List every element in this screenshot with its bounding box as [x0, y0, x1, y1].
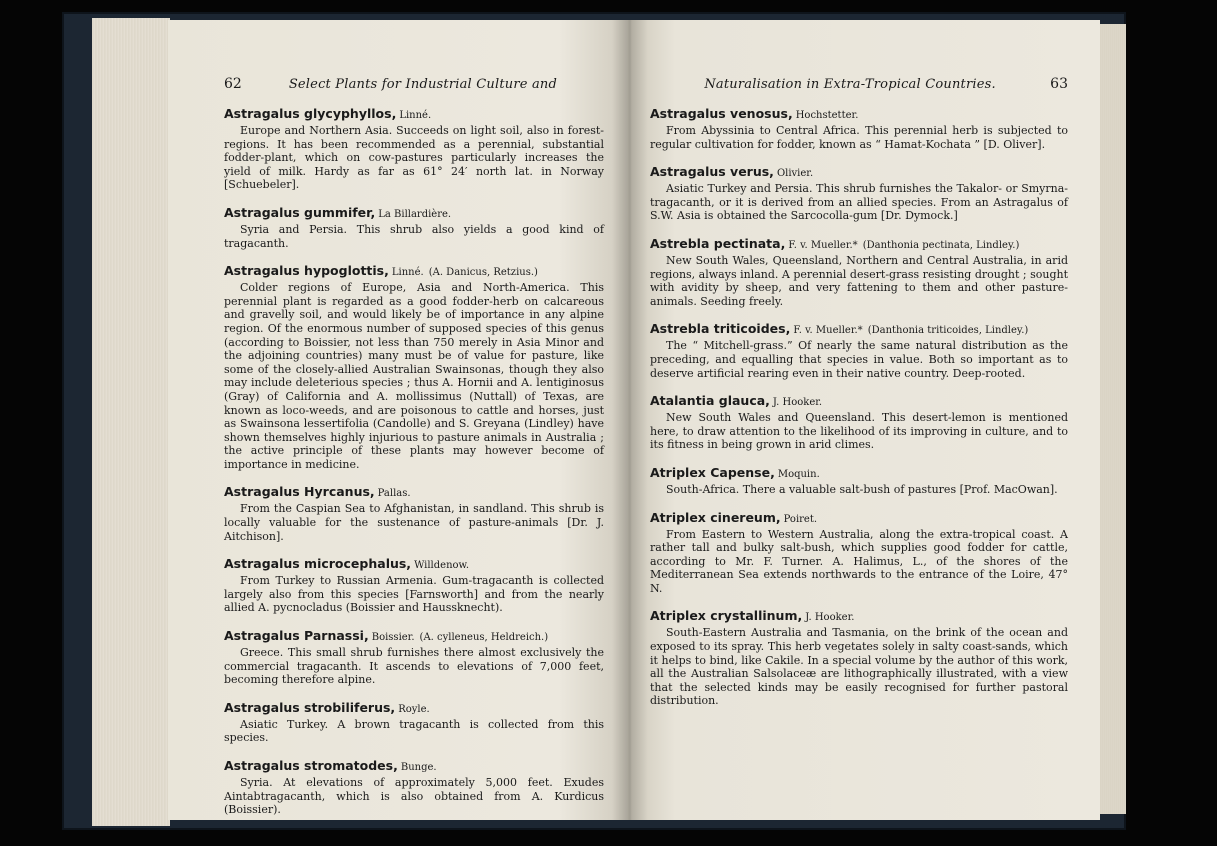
species-name: Astragalus stromatodes, [224, 758, 398, 773]
entry-description: New South Wales and Queensland. This desert-lemon is mentioned here, to draw attention to the likelihood of its improving in culture, and to its fitness in being grown in arid climes. [650, 411, 1068, 452]
plant-entry [650, 393, 1068, 452]
entry-heading [224, 628, 604, 645]
entry-description: From the Caspian Sea to Afghanistan, in sandland. This shrub is locally valuable for the sustenance of pasture-animals [Dr. J. Aitchison]. [224, 502, 604, 543]
species-name: Astragalus strobiliferus, [224, 699, 396, 715]
plant-entry [224, 700, 604, 745]
plant-entry [650, 236, 1068, 308]
species-name: Astragalus venosus, [650, 106, 793, 121]
species-author: Boissier. [371, 632, 415, 644]
species-name: Atriplex crystallinum, [650, 608, 803, 624]
species-name: Atriplex Capense, [650, 464, 775, 480]
species-name: Astragalus hypoglottis, [224, 263, 389, 279]
species-author: Bunge. [400, 762, 437, 773]
species-name: Astragalus Hyrcanus, [224, 484, 375, 500]
plant-entry [650, 510, 1068, 596]
species-author: Olivier. [776, 168, 814, 180]
entry-description: South-Eastern Australia and Tasmania, on the brink of the ocean and exposed to its spray. This herb vegetates solely in salty coast-sands, which it helps to bind, like Cakile. In a special volume by the author of this work, all the Australian Salsolaceæ are lithographically illustrated, with a view that the selected kinds may be easily recognised for further pastoral distribution. [650, 626, 1068, 708]
entry-description: Syria and Persia. This shrub also yields a good kind of tragacanth. [224, 222, 604, 250]
entry-description: Europe and Northern Asia. Succeeds on light soil, also in forest-regions. It has been recommended as a perennial, substantial fodder-plant, which on cow-pastures particularly increases the yield of milk. Hardy as far as 61° 24′ north lat. in Norway [Schuebeler]. [224, 124, 604, 192]
entry-description: Asiatic Turkey and Persia. This shrub furnishes the Takalor- or Smyrna-tragacanth, or it is derived from an allied species. From an Astragalus of S.W. Asia is obtained the Sarcocolla-gum [Dr. Dymock.] [650, 182, 1068, 223]
species-synonym: (Danthonia triticoides, Lindley.) [867, 325, 1029, 337]
species-synonym: (A. cylleneus, Heldreich.) [419, 632, 549, 644]
plant-entry [224, 628, 604, 687]
species-name: Astragalus Parnassi, [224, 628, 369, 644]
entry-description: New South Wales, Queensland, Northern and Central Australia, in arid regions, always inland. A perennial desert-grass resisting drought ; sought with avidity by sheep, and very fattening to them and other pasture-animals. Seeding freely. [650, 253, 1068, 308]
entry-heading [650, 236, 1068, 253]
plant-entry [650, 164, 1068, 223]
plant-entry [224, 106, 604, 192]
entry-heading [224, 484, 604, 501]
species-name: Astrebla pectinata, [650, 235, 786, 251]
species-name: Astragalus verus, [650, 164, 774, 180]
entry-description: Asiatic Turkey. A brown tragacanth is collected from this species. [224, 717, 604, 745]
species-name: Astragalus glycyphyllos, [224, 106, 397, 121]
running-title: Naturalisation in Extra-Tropical Countries. [704, 77, 996, 92]
species-author: La Billardière. [378, 208, 452, 220]
species-author: Linné. [399, 110, 432, 121]
plant-entry [224, 758, 604, 817]
entry-heading [650, 393, 1068, 410]
plant-entry [650, 465, 1068, 497]
entry-heading [224, 758, 604, 775]
entry-heading [650, 321, 1068, 338]
species-name: Astragalus microcephalus, [224, 556, 412, 572]
page-edges-right [1098, 24, 1126, 814]
species-author: Moquin. [777, 468, 820, 480]
entry-description: The “ Mitchell-grass.” Of nearly the same natural distribution as the preceding, and equalling that species in value. Both so important as to deserve artificial rearing even in their native country. Deep-rooted. [650, 339, 1068, 380]
plant-entry [224, 263, 604, 471]
plant-entry [650, 106, 1068, 151]
right-running-head [650, 76, 1068, 92]
entry-description: Syria. At elevations of approximately 5,000 feet. Exudes Aintabtragacanth, which is also obtained from A. Kurdicus (Boissier). [224, 776, 604, 817]
species-author: Hochstetter. [795, 110, 859, 121]
species-author: Pallas. [377, 488, 411, 500]
entry-heading [224, 106, 604, 123]
left-running-head [224, 76, 604, 92]
plant-entry [224, 484, 604, 543]
species-author: J. Hooker. [805, 612, 855, 624]
entry-heading [650, 608, 1068, 625]
page-number: 63 [1050, 76, 1068, 92]
entry-description: South-Africa. There a valuable salt-bush of pastures [Prof. MacOwan]. [666, 482, 1058, 496]
species-author: Linné. [391, 267, 424, 279]
entry-description: From Turkey to Russian Armenia. Gum-tragacanth is collected largely also from this species [Farnsworth] and from the nearly allied A. pycnocladus (Boissier and Haussknecht). [224, 574, 604, 615]
species-name: Astrebla triticoides, [650, 321, 791, 337]
species-name: Astragalus gummifer, [224, 204, 376, 220]
plant-entry [224, 205, 604, 250]
plant-entry [650, 321, 1068, 380]
entry-description: From Abyssinia to Central Africa. This perennial herb is subjected to regular cultivation for fodder, known as “ Hamat-Kochata ” [D. Oliver]. [650, 124, 1068, 151]
entry-description: Greece. This small shrub furnishes there almost exclusively the commercial tragacanth. It ascends to elevations of 7,000 feet, becoming therefore alpine. [224, 646, 604, 687]
species-author: Poiret. [783, 513, 818, 525]
right-entries [650, 106, 1068, 708]
running-title: Select Plants for Industrial Culture and [288, 77, 558, 92]
plant-entry [224, 556, 604, 615]
entry-heading [650, 510, 1068, 527]
species-author: F. v. Mueller.* [793, 325, 863, 337]
right-page [628, 20, 1100, 820]
entry-description: From Eastern to Western Australia, along the extra-tropical coast. A rather tall and bulky salt-bush, which supplies good fodder for cattle, according to Mr. F. Turner. A. Halimus, L., of the shores of the Mediterranean Sea extends northwards to the entrance of the Loire, 47° N. [650, 527, 1068, 595]
entry-heading [224, 205, 604, 222]
entry-heading [224, 556, 604, 573]
species-synonym: (Danthonia pectinata, Lindley.) [862, 239, 1020, 251]
species-author: Royle. [398, 703, 430, 715]
species-name: Atalantia glauca, [650, 393, 770, 409]
species-author: Willdenow. [414, 560, 470, 572]
plant-entry [650, 608, 1068, 708]
page-edges-left [92, 18, 170, 826]
species-author: F. v. Mueller.* [788, 239, 858, 251]
entry-heading [224, 263, 604, 280]
species-name: Atriplex cinereum, [650, 509, 781, 525]
entry-heading [650, 106, 1068, 123]
species-synonym: (A. Danicus, Retzius.) [428, 267, 538, 279]
page-number: 62 [224, 76, 242, 92]
left-entries [224, 106, 604, 817]
entry-heading [224, 700, 604, 717]
entry-description: Colder regions of Europe, Asia and North-America. This perennial plant is regarded as a good fodder-herb on calcareous and gravelly soil, and would likely be of importance in any alpine region. Of the enormous number of supposed species of this genus (according to Boissier, not less than 750 merely in Asia Minor and the adjoining countries) many must be of value for pasture, like some of the closely-allied Australian Swainsonas, though they also may include deleterious species ; thus A. Hornii and A. lentiginosus (Gray) of California and A. mollissimus (Nuttall) of Texas, are known as loco-weeds, and are poisonous to cattle and horses, just as Swainsona lessertifolia (Candolle) and S. Greyana (Lindley) have shown themselves highly injurious to pasture animals in Australia ; the active principle of these plants may however become of importance in medicine. [224, 281, 604, 471]
entry-heading [650, 164, 1068, 181]
species-author: J. Hooker. [772, 397, 823, 409]
left-page [168, 20, 628, 820]
entry-heading [650, 465, 1068, 482]
